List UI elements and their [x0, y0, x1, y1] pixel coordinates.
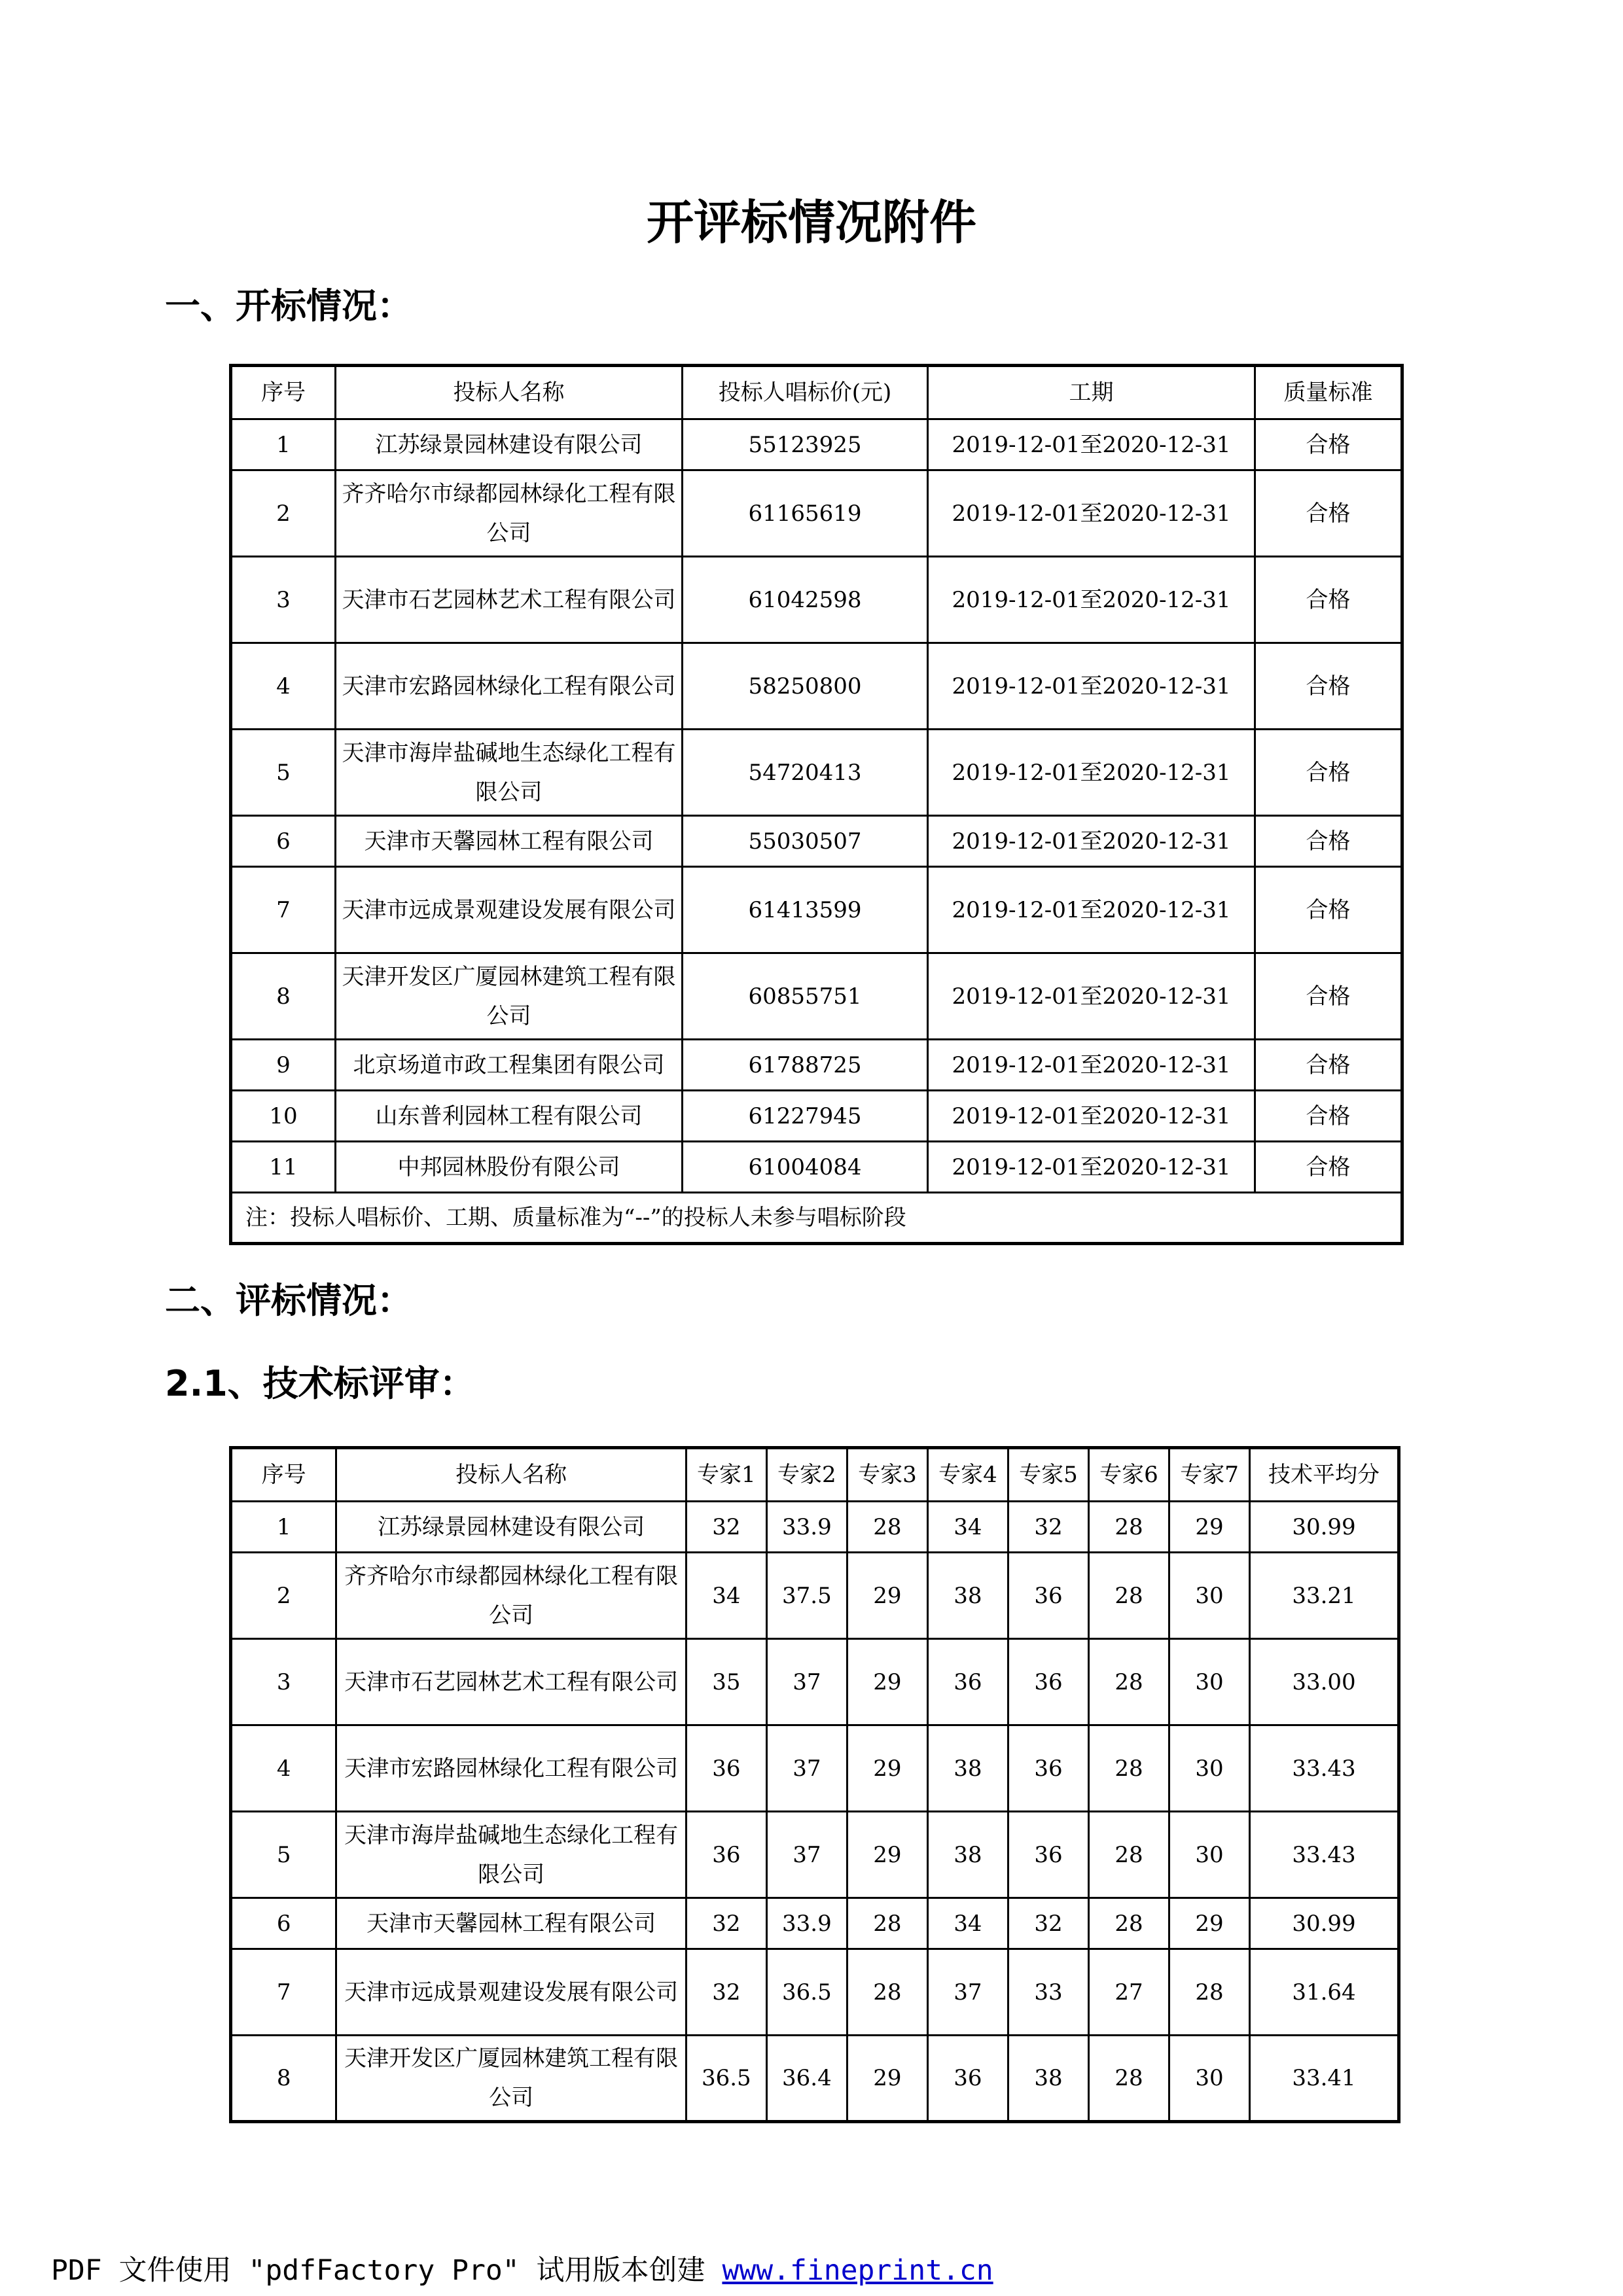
cell-bidder-name: 天津市海岸盐碱地生态绿化工程有限公司 — [336, 1812, 686, 1898]
column-header: 专家1 — [686, 1448, 766, 1502]
column-header: 投标人名称 — [336, 366, 683, 419]
column-header: 专家6 — [1088, 1448, 1169, 1502]
section1-heading: 一、开标情况： — [165, 285, 412, 327]
cell-expert-score: 28 — [1088, 1898, 1169, 1949]
cell-expert-score: 28 — [1088, 1502, 1169, 1553]
cell-average-score: 33.43 — [1250, 1812, 1399, 1898]
cell-index: 4 — [231, 1725, 336, 1812]
cell-index: 3 — [231, 557, 336, 643]
cell-expert-score: 28 — [847, 1502, 927, 1553]
cell-expert-score: 32 — [686, 1502, 766, 1553]
cell-duration: 2019-12-01至2020-12-31 — [928, 643, 1255, 730]
cell-expert-score: 29 — [847, 2036, 927, 2122]
cell-expert-score: 36 — [1008, 1725, 1088, 1812]
table-row — [231, 2036, 1399, 2122]
cell-expert-score: 28 — [1088, 1812, 1169, 1898]
cell-quality: 合格 — [1255, 730, 1402, 816]
cell-duration: 2019-12-01至2020-12-31 — [928, 1091, 1255, 1142]
cell-duration: 2019-12-01至2020-12-31 — [928, 867, 1255, 953]
table-row — [231, 1725, 1399, 1812]
column-header: 投标人唱标价(元) — [683, 366, 928, 419]
cell-expert-score: 29 — [847, 1725, 927, 1812]
cell-expert-score: 36.5 — [766, 1949, 847, 2036]
cell-expert-score: 29 — [1169, 1898, 1250, 1949]
table-row — [231, 557, 1402, 643]
column-header: 工期 — [928, 366, 1255, 419]
cell-index: 8 — [231, 953, 336, 1040]
cell-expert-score: 37.5 — [766, 1553, 847, 1639]
cell-quality: 合格 — [1255, 953, 1402, 1040]
cell-bidder-name: 中邦园林股份有限公司 — [336, 1142, 683, 1193]
table-row — [231, 816, 1402, 867]
table-row — [231, 1949, 1399, 2036]
cell-expert-score: 30 — [1169, 1553, 1250, 1639]
technical-review-table — [229, 1446, 1400, 2123]
cell-expert-score: 36 — [1008, 1812, 1088, 1898]
table-header-row — [231, 366, 1402, 419]
cell-expert-score: 34 — [927, 1502, 1008, 1553]
cell-bid-price: 60855751 — [683, 953, 928, 1040]
cell-index: 2 — [231, 470, 336, 557]
cell-index: 8 — [231, 2036, 336, 2122]
cell-bid-price: 61227945 — [683, 1091, 928, 1142]
cell-quality: 合格 — [1255, 643, 1402, 730]
cell-average-score: 30.99 — [1250, 1502, 1399, 1553]
column-header: 序号 — [231, 366, 336, 419]
cell-bidder-name: 天津市远成景观建设发展有限公司 — [336, 867, 683, 953]
table-row — [231, 1502, 1399, 1553]
cell-bidder-name: 齐齐哈尔市绿都园林绿化工程有限公司 — [336, 1553, 686, 1639]
cell-expert-score: 32 — [1008, 1502, 1088, 1553]
bid-opening-table — [229, 364, 1404, 1245]
cell-bidder-name: 天津开发区广厦园林建筑工程有限公司 — [336, 953, 683, 1040]
cell-bidder-name: 天津市石艺园林艺术工程有限公司 — [336, 557, 683, 643]
cell-expert-score: 30 — [1169, 1639, 1250, 1725]
cell-index: 7 — [231, 867, 336, 953]
cell-quality: 合格 — [1255, 816, 1402, 867]
cell-expert-score: 38 — [927, 1553, 1008, 1639]
cell-expert-score: 30 — [1169, 1725, 1250, 1812]
pdf-footer — [51, 2248, 993, 2288]
table-row — [231, 419, 1402, 470]
cell-bid-price: 58250800 — [683, 643, 928, 730]
cell-expert-score: 29 — [847, 1553, 927, 1639]
cell-bidder-name: 天津市石艺园林艺术工程有限公司 — [336, 1639, 686, 1725]
cell-expert-score: 38 — [927, 1725, 1008, 1812]
cell-index: 1 — [231, 419, 336, 470]
column-header: 质量标准 — [1255, 366, 1402, 419]
cell-expert-score: 36.4 — [766, 2036, 847, 2122]
cell-expert-score: 27 — [1088, 1949, 1169, 2036]
cell-average-score: 33.00 — [1250, 1639, 1399, 1725]
page-title: 开评标情况附件 — [646, 195, 976, 250]
cell-quality: 合格 — [1255, 1142, 1402, 1193]
cell-bidder-name: 齐齐哈尔市绿都园林绿化工程有限公司 — [336, 470, 683, 557]
cell-index: 11 — [231, 1142, 336, 1193]
cell-bidder-name: 天津市天馨园林工程有限公司 — [336, 816, 683, 867]
column-header: 专家4 — [927, 1448, 1008, 1502]
cell-expert-score: 34 — [686, 1553, 766, 1639]
cell-duration: 2019-12-01至2020-12-31 — [928, 470, 1255, 557]
footer-text: PDF 文件使用 "pdfFactory Pro" 试用版本创建 — [51, 2254, 722, 2287]
cell-bidder-name: 天津市宏路园林绿化工程有限公司 — [336, 1725, 686, 1812]
cell-bidder-name: 天津市天馨园林工程有限公司 — [336, 1898, 686, 1949]
cell-index: 7 — [231, 1949, 336, 2036]
cell-expert-score: 28 — [1169, 1949, 1250, 2036]
cell-expert-score: 38 — [927, 1812, 1008, 1898]
table-row — [231, 1142, 1402, 1193]
table-row — [231, 470, 1402, 557]
cell-expert-score: 37 — [766, 1725, 847, 1812]
cell-expert-score: 33.9 — [766, 1502, 847, 1553]
table-row — [231, 1040, 1402, 1091]
cell-expert-score: 32 — [1008, 1898, 1088, 1949]
cell-bidder-name: 江苏绿景园林建设有限公司 — [336, 1502, 686, 1553]
footer-link[interactable]: www.fineprint.cn — [722, 2254, 993, 2287]
cell-bidder-name: 山东普利园林工程有限公司 — [336, 1091, 683, 1142]
cell-duration: 2019-12-01至2020-12-31 — [928, 953, 1255, 1040]
cell-bid-price: 61042598 — [683, 557, 928, 643]
cell-bid-price: 61413599 — [683, 867, 928, 953]
cell-bid-price: 61788725 — [683, 1040, 928, 1091]
cell-average-score: 33.21 — [1250, 1553, 1399, 1639]
table-row — [231, 643, 1402, 730]
cell-quality: 合格 — [1255, 557, 1402, 643]
cell-expert-score: 28 — [1088, 1725, 1169, 1812]
cell-expert-score: 28 — [1088, 2036, 1169, 2122]
table-row — [231, 953, 1402, 1040]
table-row — [231, 1091, 1402, 1142]
cell-expert-score: 36.5 — [686, 2036, 766, 2122]
cell-bidder-name: 北京场道市政工程集团有限公司 — [336, 1040, 683, 1091]
cell-expert-score: 34 — [927, 1898, 1008, 1949]
cell-bid-price: 61165619 — [683, 470, 928, 557]
cell-expert-score: 33 — [1008, 1949, 1088, 2036]
cell-expert-score: 37 — [927, 1949, 1008, 2036]
table-row — [231, 1639, 1399, 1725]
column-header: 专家7 — [1169, 1448, 1250, 1502]
cell-quality: 合格 — [1255, 867, 1402, 953]
table-row — [231, 1898, 1399, 1949]
cell-index: 10 — [231, 1091, 336, 1142]
cell-bidder-name: 天津市海岸盐碱地生态绿化工程有限公司 — [336, 730, 683, 816]
column-header: 技术平均分 — [1250, 1448, 1399, 1502]
cell-quality: 合格 — [1255, 1040, 1402, 1091]
cell-expert-score: 32 — [686, 1949, 766, 2036]
cell-average-score: 33.43 — [1250, 1725, 1399, 1812]
cell-bid-price: 61004084 — [683, 1142, 928, 1193]
cell-index: 1 — [231, 1502, 336, 1553]
cell-expert-score: 33.9 — [766, 1898, 847, 1949]
cell-index: 3 — [231, 1639, 336, 1725]
cell-index: 5 — [231, 1812, 336, 1898]
cell-quality: 合格 — [1255, 419, 1402, 470]
cell-expert-score: 29 — [847, 1639, 927, 1725]
cell-index: 6 — [231, 816, 336, 867]
cell-index: 4 — [231, 643, 336, 730]
cell-quality: 合格 — [1255, 470, 1402, 557]
column-header: 专家5 — [1008, 1448, 1088, 1502]
cell-expert-score: 36 — [927, 1639, 1008, 1725]
cell-expert-score: 30 — [1169, 2036, 1250, 2122]
cell-duration: 2019-12-01至2020-12-31 — [928, 557, 1255, 643]
cell-expert-score: 36 — [1008, 1553, 1088, 1639]
cell-expert-score: 30 — [1169, 1812, 1250, 1898]
cell-expert-score: 28 — [1088, 1553, 1169, 1639]
cell-bid-price: 54720413 — [683, 730, 928, 816]
cell-expert-score: 37 — [766, 1812, 847, 1898]
cell-duration: 2019-12-01至2020-12-31 — [928, 1040, 1255, 1091]
cell-index: 5 — [231, 730, 336, 816]
cell-expert-score: 36 — [927, 2036, 1008, 2122]
cell-bidder-name: 江苏绿景园林建设有限公司 — [336, 419, 683, 470]
cell-bidder-name: 天津开发区广厦园林建筑工程有限公司 — [336, 2036, 686, 2122]
cell-duration: 2019-12-01至2020-12-31 — [928, 1142, 1255, 1193]
table-row — [231, 1812, 1399, 1898]
cell-expert-score: 36 — [686, 1812, 766, 1898]
cell-bidder-name: 天津市远成景观建设发展有限公司 — [336, 1949, 686, 2036]
cell-expert-score: 28 — [847, 1898, 927, 1949]
cell-expert-score: 36 — [1008, 1639, 1088, 1725]
cell-bidder-name: 天津市宏路园林绿化工程有限公司 — [336, 643, 683, 730]
cell-expert-score: 28 — [1088, 1639, 1169, 1725]
column-header: 专家3 — [847, 1448, 927, 1502]
cell-duration: 2019-12-01至2020-12-31 — [928, 816, 1255, 867]
column-header: 序号 — [231, 1448, 336, 1502]
cell-expert-score: 29 — [1169, 1502, 1250, 1553]
section21-heading: 2.1、技术标评审： — [165, 1363, 475, 1404]
section2-heading: 二、评标情况： — [165, 1280, 412, 1321]
cell-expert-score: 36 — [686, 1725, 766, 1812]
cell-expert-score: 35 — [686, 1639, 766, 1725]
cell-expert-score: 29 — [847, 1812, 927, 1898]
cell-index: 9 — [231, 1040, 336, 1091]
table-row — [231, 867, 1402, 953]
cell-duration: 2019-12-01至2020-12-31 — [928, 419, 1255, 470]
table-row — [231, 1553, 1399, 1639]
cell-expert-score: 38 — [1008, 2036, 1088, 2122]
table-note: 注：投标人唱标价、工期、质量标准为“--”的投标人未参与唱标阶段 — [231, 1193, 1402, 1244]
cell-expert-score: 32 — [686, 1898, 766, 1949]
cell-index: 2 — [231, 1553, 336, 1639]
cell-bid-price: 55123925 — [683, 419, 928, 470]
cell-expert-score: 37 — [766, 1639, 847, 1725]
cell-quality: 合格 — [1255, 1091, 1402, 1142]
cell-expert-score: 28 — [847, 1949, 927, 2036]
cell-index: 6 — [231, 1898, 336, 1949]
table-note-row — [231, 1193, 1402, 1244]
cell-average-score: 33.41 — [1250, 2036, 1399, 2122]
cell-bid-price: 55030507 — [683, 816, 928, 867]
table-row — [231, 730, 1402, 816]
cell-average-score: 30.99 — [1250, 1898, 1399, 1949]
cell-duration: 2019-12-01至2020-12-31 — [928, 730, 1255, 816]
column-header: 专家2 — [766, 1448, 847, 1502]
table-header-row — [231, 1448, 1399, 1502]
cell-average-score: 31.64 — [1250, 1949, 1399, 2036]
column-header: 投标人名称 — [336, 1448, 686, 1502]
